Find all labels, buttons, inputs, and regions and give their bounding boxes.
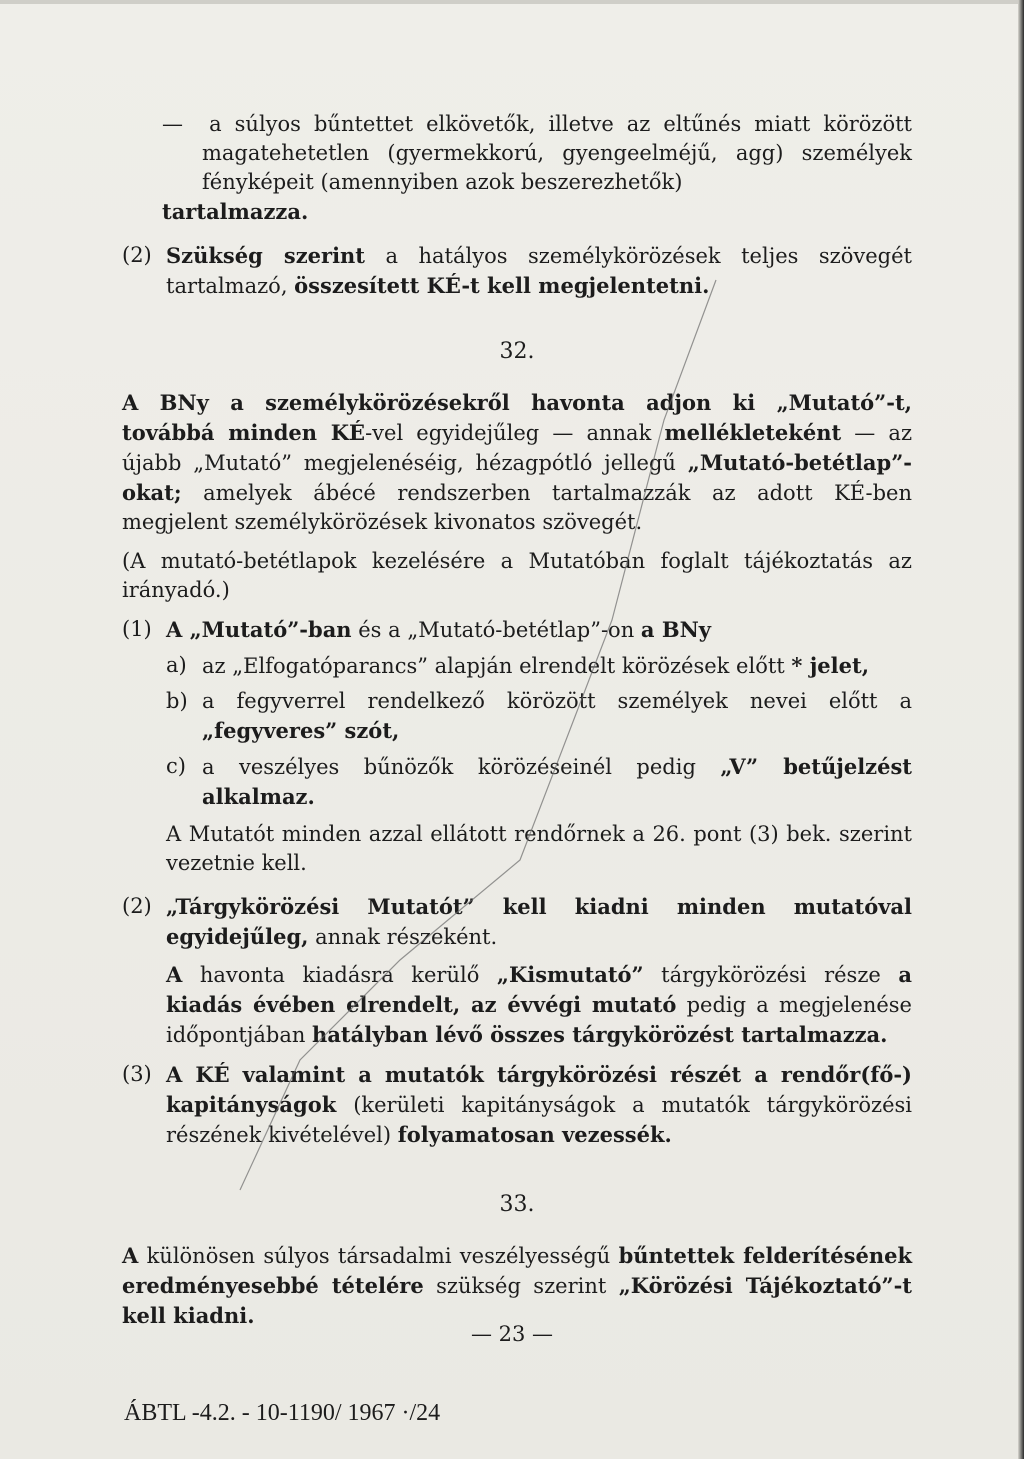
bold-text: „Mutató-betétlap”-okat; [122, 450, 912, 505]
body-text: — az újabb „Mutató” megjelenéséig, hézagpótló jellegű [122, 421, 913, 475]
bold-text: „Körözési Tájékoztató”-t kell kiadni. [122, 1273, 912, 1328]
body-text: pedig a megjelenése időpontjában [166, 993, 912, 1047]
bold-text: mellékleteként [664, 420, 842, 445]
bold-text: összesített KÉ-t kell megjelentetni. [294, 273, 710, 298]
body-text: amelyek ábécé rendszerben tartalmazzák az adott KÉ-ben megjelent személykörözések kivonatos szövegét. [122, 481, 912, 534]
bold-text: A [122, 1243, 139, 1268]
body-text: tárgykörözési része [643, 963, 899, 987]
paragraph-2 [122, 241, 912, 301]
section-number-33: 33. [499, 1192, 535, 1217]
bold-text: * jelet, [791, 653, 870, 678]
dash-mark: — [162, 112, 183, 136]
bold-text: a BNy [640, 617, 711, 642]
body-text: a veszélyes bűnözők körözéseinél pedig [202, 755, 721, 779]
bold-text: „V” betűjelzést alkalmaz. [202, 754, 912, 809]
bold-text: A KÉ valamint a mutatók tárgykörözési részét a rendőr(fő-) kapitányságok [166, 1062, 912, 1117]
bold-text: „Tárgykörözési Mutatót” kell kiadni minden mutatóval egyidejűleg, [166, 894, 912, 949]
body-text: a hatályos személykörözések teljes szövegét tartalmazó, [166, 244, 912, 298]
scan-top-edge [0, 0, 1024, 4]
paragraph-number: (2) [122, 243, 152, 267]
section-32-item-3 [122, 1060, 912, 1150]
sub-item-letter: a) [166, 653, 187, 677]
list-item-text: a súlyos bűntettet elkövetők, illetve az eltűnés miatt körözött magatehetetlen (gyermekkorú, gyengeelméjű, agg) személyek fényképeit (amennyiben azok beszerezhetők) [202, 112, 912, 194]
document-body [122, 110, 912, 1341]
bold-text: a kiadás évében elrendelt, az évvégi mutató [166, 962, 912, 1017]
scan-right-edge [1018, 0, 1024, 1459]
body-text: (kerületi kapitányságok a mutatók tárgykörözési részének kivételével) [166, 1093, 912, 1147]
list-item-photos [122, 110, 912, 227]
sub-item-c [122, 752, 912, 812]
bold-text: A BNy a személykörözésekről havonta adjon ki „Mutató”-t, továbbá minden KÉ [122, 390, 912, 445]
archive-reference: ÁBTL -4.2. - 10-1190/ 1967 ·/24 [124, 1400, 441, 1426]
bold-text: hatályban lévő összes tárgykörözést tartalmazza. [312, 1022, 888, 1047]
body-text: annak részeként. [308, 925, 498, 949]
section-32-item-1 [122, 615, 912, 645]
body-text: -vel egyidejűleg — annak [365, 421, 665, 445]
body-text: különösen súlyos társadalmi veszélyességű [138, 1244, 619, 1268]
item-2-note [122, 960, 912, 1050]
paragraph-number: (1) [122, 617, 152, 641]
bold-text: A „Mutató”-ban [166, 617, 352, 642]
bold-text: Szükség szerint [166, 243, 366, 268]
body-text: az „Elfogatóparancs” alapján elrendelt körözések előtt [202, 654, 792, 678]
paragraph-number: (3) [122, 1062, 152, 1086]
sub-item-letter: b) [166, 689, 188, 713]
body-text: a fegyverrel rendelkező körözött személyek nevei előtt a [202, 689, 912, 713]
bold-text: „Kismutató” [496, 962, 644, 987]
sub-item-letter: c) [166, 754, 186, 778]
body-text: havonta kiadásra kerülő [182, 963, 497, 987]
bold-text: „fegyveres” szót, [202, 718, 400, 743]
section-32-intro [122, 388, 912, 537]
section-number-32: 32. [499, 339, 535, 364]
section-33-text [122, 1241, 912, 1331]
section-32-item-2 [122, 892, 912, 952]
paragraph-number: (2) [122, 894, 152, 918]
body-text: és a „Mutató-betétlap”-on [351, 618, 641, 642]
sub-item-a [122, 651, 912, 681]
section-32-note: (A mutató-betétlapok kezelésére a Mutatóban foglalt tájékoztatás az irányadó.) [122, 549, 912, 602]
item-1-note: A Mutatót minden azzal ellátott rendőrnek a 26. pont (3) bek. szerint vezetnie kell. [166, 822, 912, 875]
sub-item-b [122, 687, 912, 746]
bold-text: folyamatosan vezessék. [397, 1122, 672, 1147]
bold-text: A [166, 962, 183, 987]
body-text: szükség szerint [423, 1274, 619, 1298]
page-number: — 23 — [470, 1322, 554, 1346]
bold-text: bűntettek felderítésének eredményesebbé tételére [122, 1243, 912, 1298]
list-item-bold-end: tartalmazza. [162, 199, 309, 224]
